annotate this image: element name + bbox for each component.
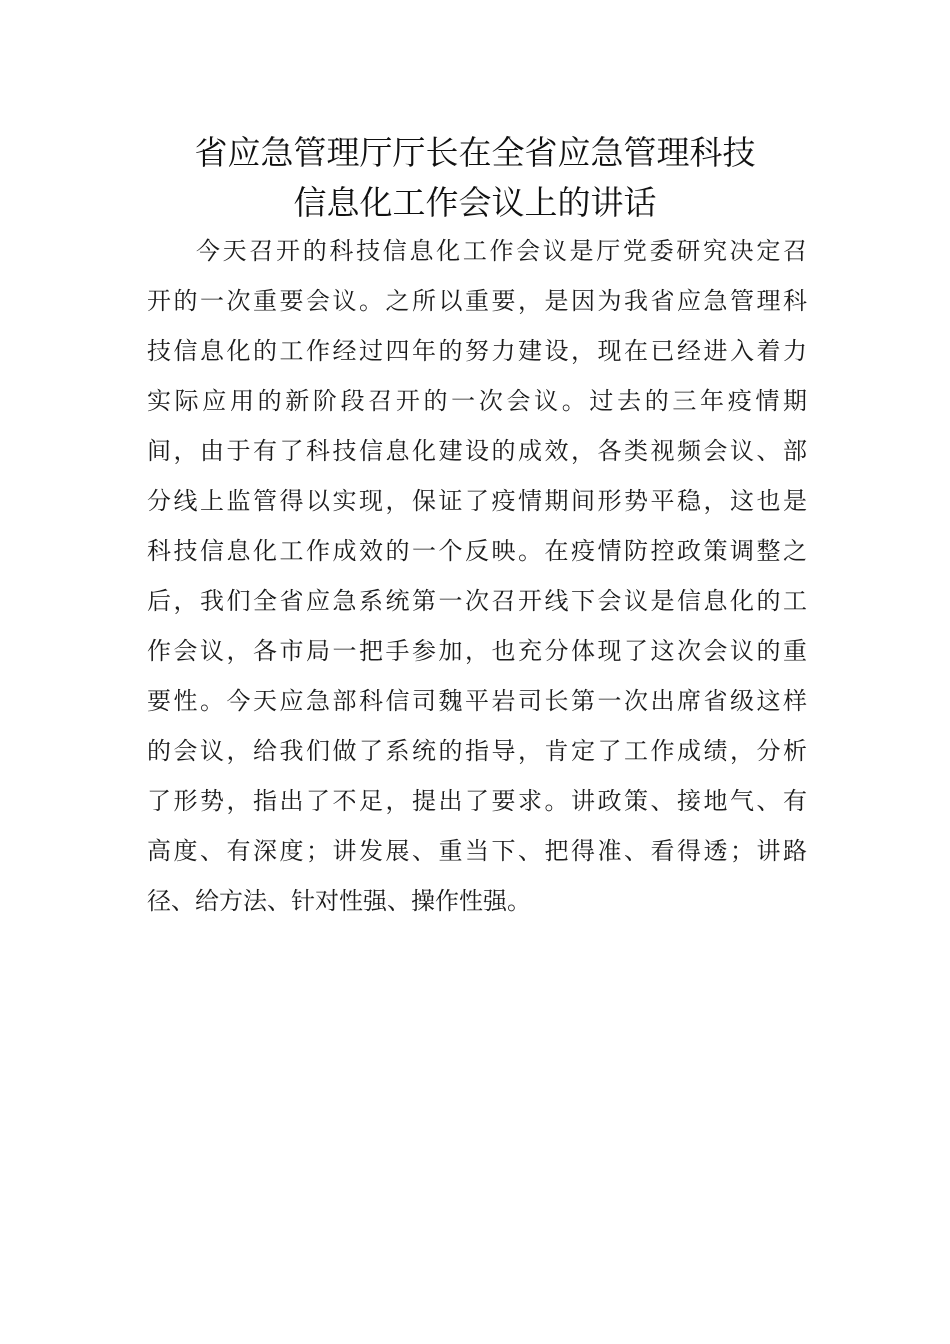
paragraph-line: 科技信息化工作成效的一个反映。在疫情防控政策调整之 xyxy=(147,537,807,565)
paragraph-line: 今天召开的科技信息化工作会议是厅党委研究决定召 xyxy=(196,237,807,265)
paragraph-line: 要性。今天应急部科信司魏平岩司长第一次出席省级这样 xyxy=(147,687,807,715)
document-title-line-1: 省应急管理厅厅长在全省应急管理科技 xyxy=(194,133,756,172)
paragraph-line: 分线上监管得以实现，保证了疫情期间形势平稳，这也是 xyxy=(147,487,807,515)
document-title-line-2: 信息化工作会议上的讲话 xyxy=(293,183,657,222)
paragraph-line: 间，由于有了科技信息化建设的成效，各类视频会议、部 xyxy=(147,437,807,465)
paragraph-line: 了形势，指出了不足，提出了要求。讲政策、接地气、有 xyxy=(147,787,807,815)
paragraph-line: 高度、有深度；讲发展、重当下、把得准、看得透；讲路 xyxy=(147,837,807,865)
paragraph-line: 作会议，各市局一把手参加，也充分体现了这次会议的重 xyxy=(147,637,807,665)
paragraph-line: 技信息化的工作经过四年的努力建设，现在已经进入着力 xyxy=(147,337,807,365)
paragraph-line: 实际应用的新阶段召开的一次会议。过去的三年疫情期 xyxy=(147,387,807,415)
paragraph-line: 后，我们全省应急系统第一次召开线下会议是信息化的工 xyxy=(147,587,807,615)
paragraph-line: 开的一次重要会议。之所以重要，是因为我省应急管理科 xyxy=(147,287,807,315)
paragraph-line: 的会议，给我们做了系统的指导，肯定了工作成绩，分析 xyxy=(147,737,807,765)
paragraph-line: 径、给方法、针对性强、操作性强。 xyxy=(147,887,531,915)
